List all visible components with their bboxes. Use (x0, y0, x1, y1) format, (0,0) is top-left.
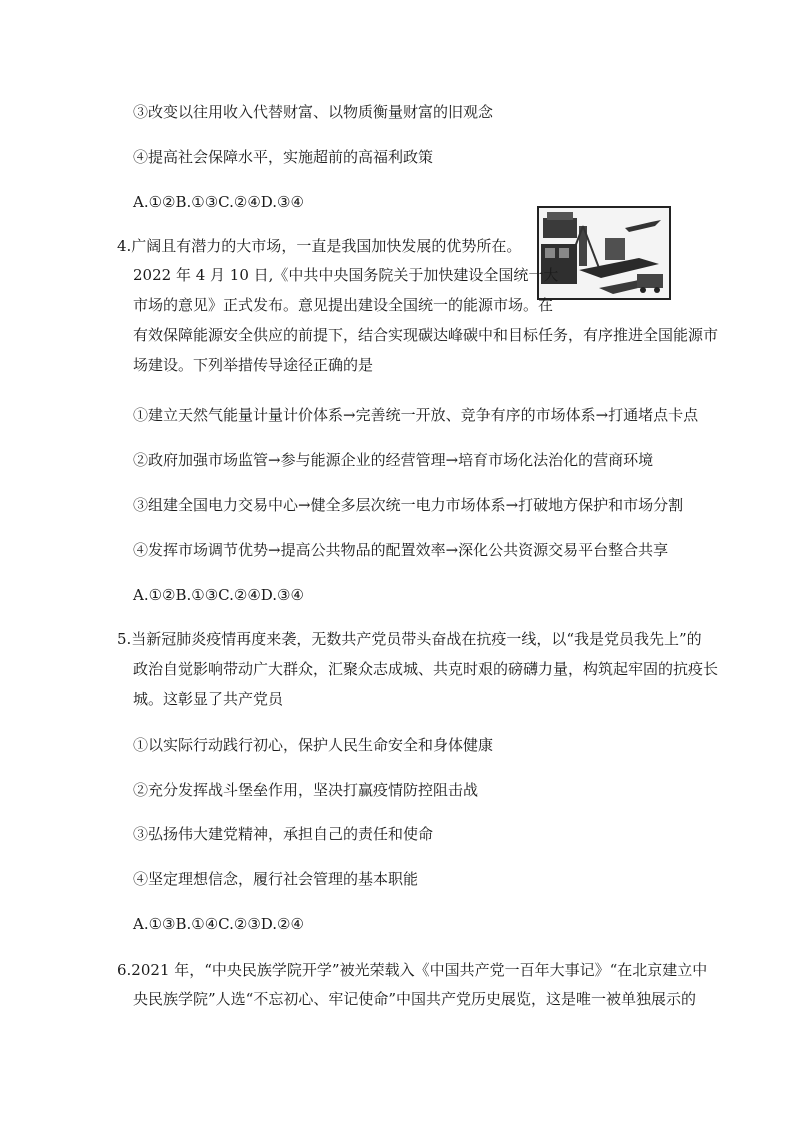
q5-option-4: ④坚定理想信念，履行社会管理的基本职能 (133, 870, 419, 888)
q4-option-4: ④发挥市场调节优势→提高公共物品的配置效率→深化公共资源交易平台整合共享 (133, 541, 669, 559)
q3-option-3: ③改变以往用收入代替财富、以物质衡量财富的旧观念 (133, 103, 494, 121)
q5-stem-line-3: 城。这彰显了共产党员 (133, 690, 284, 708)
q4-illustration (537, 206, 671, 300)
q6-stem-line-2: 央民族学院”人选“不忘初心、牢记使命”中国共产党历史展览，这是唯一被单独展示的 (133, 990, 697, 1008)
q4-answers: A.①②B.①③C.②④D.③④ (133, 586, 304, 604)
q4-stem-line-2: 2022 年 4 月 10 日,《中共中央国务院关于加快建设全国统一大 (133, 266, 559, 284)
q5-option-2: ②充分发挥战斗堡垒作用，坚决打赢疫情防控阻击战 (133, 781, 479, 799)
q4-option-2: ②政府加强市场监管→参与能源企业的经营管理→培育市场化法治化的营商环境 (133, 451, 654, 469)
q4-option-3: ③组建全国电力交易中心→健全多层次统一电力市场体系→打破地方保护和市场分割 (133, 496, 684, 514)
q5-stem-line-2: 政治自觉影响带动广大群众，汇聚众志成城、共克时艰的磅礴力量，构筑起牢固的抗疫长 (133, 660, 719, 678)
q5-stem-line-1: 5.当新冠肺炎疫情再度来袭，无数共产党员带头奋战在抗疫一线，以“我是党员我先上”的 (117, 630, 702, 648)
q5-answers: A.①③B.①④C.②③D.②④ (133, 915, 304, 933)
q4-stem-line-1: 4.广阔且有潜力的大市场，一直是我国加快发展的优势所在。 (117, 237, 522, 255)
q4-stem-line-5: 场建设。下列举措传导途径正确的是 (133, 356, 374, 374)
q3-answers: A.①②B.①③C.②④D.③④ (133, 193, 304, 211)
q4-option-1: ①建立天然气能量计量计价体系→完善统一开放、竞争有序的市场体系→打通堵点卡点 (133, 406, 699, 424)
energy-infrastructure-image (539, 208, 669, 298)
q4-stem-line-4: 有效保障能源安全供应的前提下，结合实现碳达峰碳中和目标任务，有序推进全国能源市 (133, 326, 719, 344)
q4-stem-line-3: 市场的意见》正式发布。意见提出建设全国统一的能源市场。在 (133, 296, 554, 314)
q3-option-4: ④提高社会保障水平，实施超前的高福利政策 (133, 148, 434, 166)
q6-stem-line-1: 6.2021 年，“中央民族学院开学”被光荣载入《中国共产党一百年大事记》“在北京建立中 (117, 961, 708, 979)
q5-option-3: ③弘扬伟大建党精神，承担自己的责任和使命 (133, 825, 434, 843)
q5-option-1: ①以实际行动践行初心，保护人民生命安全和身体健康 (133, 736, 494, 754)
